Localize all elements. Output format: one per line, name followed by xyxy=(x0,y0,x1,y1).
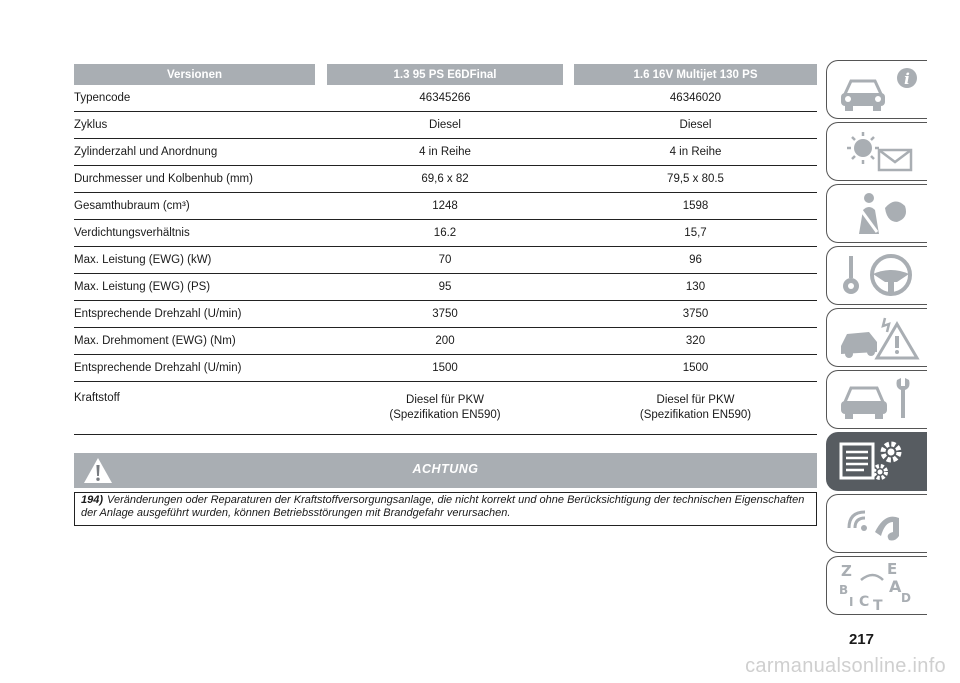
row-label: Gesamthubraum (cm³) xyxy=(74,193,315,220)
car-info-icon xyxy=(835,64,925,114)
value-line: 46345266 xyxy=(419,92,471,104)
key-steering-wheel-icon xyxy=(835,250,925,300)
tab-car-info[interactable] xyxy=(826,60,927,119)
value-version-1 xyxy=(327,355,563,382)
header-version-2: 1.6 16V Multijet 130 PS xyxy=(574,64,817,85)
table-row xyxy=(74,301,817,328)
tab-safety[interactable] xyxy=(826,184,927,243)
value-version-1 xyxy=(327,112,563,139)
value-line: 15,7 xyxy=(684,227,707,239)
svg-text:i: i xyxy=(904,70,910,88)
value-version-2 xyxy=(574,301,817,328)
value-line: 46346020 xyxy=(669,92,722,104)
warning-text-box xyxy=(74,492,817,526)
value-line: 320 xyxy=(685,335,706,347)
value-line: (Spezifikation EN590) xyxy=(639,409,752,421)
value-version-2 xyxy=(574,193,817,220)
value-version-2 xyxy=(574,274,817,301)
value-line: Diesel für PKW xyxy=(406,394,484,406)
value-line: 3750 xyxy=(432,308,458,320)
tab-technical-data[interactable] xyxy=(826,432,927,491)
tab-maintenance[interactable] xyxy=(826,370,927,429)
value-version-1 xyxy=(327,328,563,355)
tab-lights-messages[interactable] xyxy=(826,122,927,181)
seatbelt-airbag-icon xyxy=(835,188,925,238)
warning-light-envelope-icon xyxy=(835,126,925,176)
alphabet-index-icon xyxy=(835,560,925,610)
row-label: Typencode xyxy=(74,85,315,112)
value-version-2 xyxy=(574,328,817,355)
index-letter-a: A xyxy=(889,577,902,596)
row-label: Entsprechende Drehzahl (U/min) xyxy=(74,301,315,328)
tab-driving[interactable] xyxy=(826,246,927,305)
value-version-2 xyxy=(574,247,817,274)
value-version-2 xyxy=(574,85,817,112)
table-row xyxy=(74,193,817,220)
row-label: Max. Drehmoment (EWG) (Nm) xyxy=(74,328,315,355)
table-row xyxy=(74,139,817,166)
value-line: 95 xyxy=(438,281,452,293)
row-label: Durchmesser und Kolbenhub (mm) xyxy=(74,166,315,193)
value-version-1 xyxy=(327,85,563,112)
tab-multimedia[interactable] xyxy=(826,494,927,553)
value-version-2 xyxy=(574,139,817,166)
row-label: Zylinderzahl und Anordnung xyxy=(74,139,315,166)
value-version-1 xyxy=(327,247,563,274)
value-line: 4 in Reihe xyxy=(669,146,722,158)
table-row xyxy=(74,247,817,274)
value-version-1 xyxy=(327,139,563,166)
header-versionen: Versionen xyxy=(74,64,315,85)
page-number: 217 xyxy=(848,631,874,648)
index-letter-i: I xyxy=(849,595,854,609)
value-version-1 xyxy=(327,382,563,435)
value-version-2 xyxy=(574,382,817,435)
table-row xyxy=(74,166,817,193)
value-line: 1500 xyxy=(682,362,709,374)
row-label: Max. Leistung (EWG) (kW) xyxy=(74,247,315,274)
value-version-2 xyxy=(574,166,817,193)
value-line: 200 xyxy=(435,335,455,347)
tab-emergency[interactable] xyxy=(826,308,927,367)
table-row xyxy=(74,220,817,247)
car-crash-warning-icon xyxy=(835,312,925,362)
row-label: Max. Leistung (EWG) (PS) xyxy=(74,274,315,301)
table-row xyxy=(74,382,817,435)
table-row xyxy=(74,112,817,139)
value-version-1 xyxy=(327,274,563,301)
value-line: 16.2 xyxy=(433,227,457,239)
table-row xyxy=(74,274,817,301)
index-letter-d: D xyxy=(901,591,911,605)
value-version-1 xyxy=(327,193,563,220)
value-line: 3750 xyxy=(682,308,709,320)
value-version-2 xyxy=(574,112,817,139)
value-line: (Spezifikation EN590) xyxy=(389,409,501,421)
signal-music-icon xyxy=(835,498,925,548)
list-gears-icon xyxy=(835,436,925,486)
value-line: 1598 xyxy=(682,200,709,212)
header-version-1: 1.3 95 PS E6DFinal xyxy=(327,64,563,85)
warning-reference: 194) xyxy=(81,494,104,506)
table-row xyxy=(74,85,817,112)
warning-header xyxy=(74,453,817,488)
value-line: 1248 xyxy=(432,200,458,212)
row-label: Kraftstoff xyxy=(74,382,315,435)
value-line: 70 xyxy=(438,254,452,266)
value-line: 4 in Reihe xyxy=(419,146,471,158)
value-line: 1500 xyxy=(432,362,458,374)
index-letter-e: E xyxy=(887,560,898,578)
value-line: 69,6 x 82 xyxy=(421,173,469,185)
value-version-1 xyxy=(327,220,563,247)
warning-text: Veränderungen oder Reparaturen der Kraftstoffversorgungsanlage, die nicht korrekt und ohne Berücksichtigung der technischen Eigenschaften der Anlage ausgeführt wurden, können Betriebsstörungen mit Brandgefahr verursachen. xyxy=(81,494,805,519)
row-label: Verdichtungsverhältnis xyxy=(74,220,315,247)
value-line: Diesel xyxy=(429,119,461,131)
value-line: Diesel xyxy=(679,119,712,131)
value-line: 79,5 x 80.5 xyxy=(667,173,724,185)
index-letter-c: C xyxy=(859,594,870,610)
value-line: 130 xyxy=(685,281,706,293)
value-version-2 xyxy=(574,220,817,247)
row-label: Zyklus xyxy=(74,112,315,139)
row-label: Entsprechende Drehzahl (U/min) xyxy=(74,355,315,382)
index-letter-b: B xyxy=(839,583,849,597)
watermark: carmanualsonline.info xyxy=(745,655,946,677)
value-version-2 xyxy=(574,355,817,382)
value-line: 96 xyxy=(689,254,702,266)
table-row xyxy=(74,328,817,355)
index-letter-t: T xyxy=(873,598,883,610)
value-line: Diesel für PKW xyxy=(656,394,735,406)
car-wrench-icon xyxy=(835,374,925,424)
value-version-1 xyxy=(327,166,563,193)
index-letter-z: Z xyxy=(841,562,852,580)
table-header-row xyxy=(74,64,817,85)
warning-title: ACHTUNG xyxy=(412,462,479,476)
value-version-1 xyxy=(327,301,563,328)
table-body xyxy=(74,85,817,435)
technical-data-table xyxy=(74,64,817,435)
tab-index[interactable] xyxy=(826,556,927,615)
table-row xyxy=(74,355,817,382)
